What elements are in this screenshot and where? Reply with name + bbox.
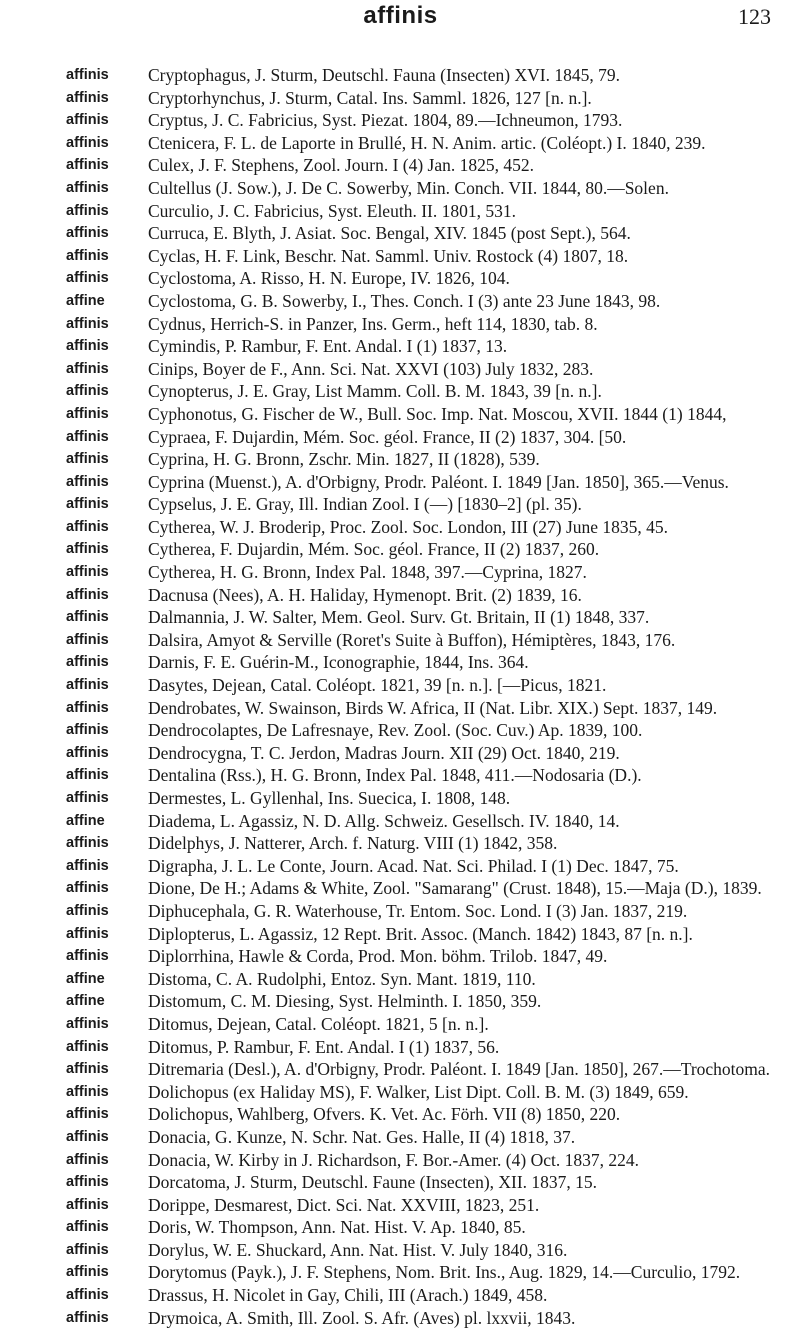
entry-term: affinis	[66, 925, 109, 942]
entry-term: affinis	[66, 1287, 109, 1304]
entry-citation: Cyclostoma, G. B. Sowerby, I., Thes. Conch. I (3) ante 23 June 1843, 98.	[148, 290, 661, 311]
entry-citation: Doris, W. Thompson, Ann. Nat. Hist. V. Ap. 1840, 85.	[148, 1217, 526, 1238]
entry-citation: Cypselus, J. E. Gray, Ill. Indian Zool. I (—) [1830–2] (pl. 35).	[148, 494, 582, 515]
index-entry	[0, 132, 801, 155]
index-entry	[0, 584, 801, 607]
entry-term: affinis	[66, 518, 109, 535]
entry-citation: Donacia, G. Kunze, N. Schr. Nat. Ges. Halle, II (4) 1818, 37.	[148, 1126, 576, 1147]
entry-citation: Dermestes, L. Gyllenhal, Ins. Suecica, I. 1808, 148.	[148, 788, 511, 808]
index-entry	[0, 923, 801, 946]
index-entry	[0, 968, 801, 991]
index-entry	[0, 403, 801, 426]
entry-citation: Ditomus, Dejean, Catal. Coléopt. 1821, 5 [n. n.].	[148, 1013, 489, 1034]
entry-citation: Cyprina, H. G. Bronn, Zschr. Min. 1827, II (1828), 539.	[148, 449, 540, 470]
entry-citation: Digrapha, J. L. Le Conte, Journ. Acad. Nat. Sci. Philad. I (1) Dec. 1847, 75.	[148, 855, 679, 876]
entry-citation: Cyprina (Muenst.), A. d'Orbigny, Prodr. Paléont. I. 1849 [Jan. 1850], 365.—Venus.	[148, 471, 729, 492]
index-entry	[0, 787, 801, 810]
entry-citation: Dolichopus (ex Haliday MS), F. Walker, List Dipt. Coll. B. M. (3) 1849, 659.	[148, 1081, 689, 1102]
entry-citation: Dorylus, W. E. Shuckard, Ann. Nat. Hist. V. July 1840, 316.	[148, 1239, 568, 1260]
entry-term: affinis	[66, 677, 109, 694]
entry-citation: Dalsira, Amyot & Serville (Roret's Suite à Buffon), Hémiptères, 1843, 176.	[148, 629, 676, 650]
entry-term: affinis	[66, 631, 109, 648]
index-entries	[0, 64, 801, 1329]
index-entry	[0, 606, 801, 629]
index-entry	[0, 1307, 801, 1329]
entry-citation: Dacnusa (Nees), A. H. Haliday, Hymenopt. Brit. (2) 1839, 16.	[148, 584, 582, 605]
index-entry	[0, 1126, 801, 1149]
entry-citation: Dorytomus (Payk.), J. F. Stephens, Nom. Brit. Ins., Aug. 1829, 14.—Curculio, 1792.	[148, 1262, 741, 1283]
entry-citation: Cyclas, H. F. Link, Beschr. Nat. Samml. Univ. Rostock (4) 1807, 18.	[148, 245, 629, 266]
entry-term: affinis	[66, 428, 109, 445]
entry-citation: Curculio, J. C. Fabricius, Syst. Eleuth. II. 1801, 531.	[148, 200, 516, 221]
index-entry	[0, 990, 801, 1013]
index-entry	[0, 1149, 801, 1172]
entry-term: affinis	[66, 586, 109, 603]
index-entry	[0, 697, 801, 720]
entry-term: affine	[66, 292, 105, 309]
index-entry	[0, 651, 801, 674]
index-entry	[0, 335, 801, 358]
index-entry	[0, 290, 801, 313]
index-entry	[0, 516, 801, 539]
index-entry	[0, 245, 801, 268]
entry-citation: Cryptus, J. C. Fabricius, Syst. Piezat. 1804, 89.—Ichneumon, 1793.	[148, 110, 623, 131]
entry-citation: Diadema, L. Agassiz, N. D. Allg. Schweiz. Gesellsch. IV. 1840, 14.	[148, 810, 620, 831]
entry-term: affinis	[66, 1264, 109, 1281]
entry-citation: Dione, De H.; Adams & White, Zool. "Samarang" (Crust. 1848), 15.—Maja (D.), 1839.	[148, 878, 762, 899]
entry-citation: Cynopterus, J. E. Gray, List Mamm. Coll. B. M. 1843, 39 [n. n.].	[148, 381, 602, 402]
entry-citation: Drassus, H. Nicolet in Gay, Chili, III (Arach.) 1849, 458.	[148, 1285, 548, 1306]
index-entry	[0, 1013, 801, 1036]
index-entry	[0, 493, 801, 516]
entry-term: affinis	[66, 473, 109, 490]
entry-term: affinis	[66, 179, 109, 196]
entry-term: affinis	[66, 699, 109, 716]
entry-citation: Dendrocygna, T. C. Jerdon, Madras Journ. XII (29) Oct. 1840, 219.	[148, 742, 620, 763]
index-entry	[0, 629, 801, 652]
entry-term: affinis	[66, 1151, 109, 1168]
entry-term: affinis	[66, 315, 109, 332]
index-entry	[0, 742, 801, 765]
entry-term: affine	[66, 993, 105, 1010]
entry-citation: Darnis, F. E. Guérin-M., Iconographie, 1844, Ins. 364.	[148, 652, 529, 673]
entry-citation: Cryptophagus, J. Sturm, Deutschl. Fauna (Insecten) XVI. 1845, 79.	[148, 65, 620, 85]
entry-term: affinis	[66, 157, 109, 174]
index-entry	[0, 177, 801, 200]
entry-citation: Drymoica, A. Smith, Ill. Zool. S. Afr. (Aves) pl. lxxvii, 1843.	[148, 1307, 576, 1328]
entry-citation: Donacia, W. Kirby in J. Richardson, F. Bor.-Amer. (4) Oct. 1837, 224.	[148, 1149, 639, 1170]
entry-term: affinis	[66, 790, 109, 806]
entry-term: affinis	[66, 89, 109, 106]
entry-citation: Cypraea, F. Dujardin, Mém. Soc. géol. France, II (2) 1837, 304. [50.	[148, 426, 627, 447]
index-entry	[0, 1284, 801, 1307]
entry-term: affinis	[66, 1309, 109, 1326]
entry-term: affinis	[66, 383, 109, 400]
entry-term: affinis	[66, 496, 109, 513]
index-entry	[0, 200, 801, 223]
entry-term: affinis	[66, 270, 109, 287]
entry-citation: Dendrobates, W. Swainson, Birds W. Africa, II (Nat. Libr. XIX.) Sept. 1837, 149.	[148, 697, 718, 718]
page-number: 123	[738, 4, 771, 29]
entry-term: affinis	[66, 202, 109, 219]
entry-term: affinis	[66, 1061, 109, 1078]
entry-term: affinis	[66, 1241, 109, 1258]
index-entry	[0, 1103, 801, 1126]
entry-term: affinis	[66, 405, 109, 422]
entry-term: affinis	[66, 360, 109, 377]
entry-term: affine	[66, 812, 105, 829]
index-entry	[0, 1081, 801, 1104]
entry-citation: Dendrocolaptes, De Lafresnaye, Rev. Zool. (Soc. Cuv.) Ap. 1839, 100.	[148, 720, 643, 741]
entry-citation: Curruca, E. Blyth, J. Asiat. Soc. Bengal, XIV. 1845 (post Sept.), 564.	[148, 223, 631, 244]
entry-citation: Ditomus, P. Rambur, F. Ent. Andal. I (1) 1837, 56.	[148, 1036, 500, 1057]
index-entry	[0, 877, 801, 900]
entry-term: affinis	[66, 1106, 109, 1123]
index-entry	[0, 87, 801, 110]
index-entry	[0, 1058, 801, 1081]
index-entry	[0, 358, 801, 381]
index-entry	[0, 900, 801, 923]
entry-citation: Cytherea, W. J. Broderip, Proc. Zool. Soc. London, III (27) June 1835, 45.	[148, 516, 669, 537]
entry-term: affinis	[66, 609, 109, 626]
index-entry	[0, 380, 801, 403]
index-entry	[0, 674, 801, 697]
entry-term: affinis	[66, 1128, 109, 1145]
entry-term: affinis	[66, 1038, 109, 1055]
index-entry	[0, 154, 801, 177]
entry-term: affinis	[66, 835, 109, 852]
entry-citation: Cytherea, F. Dujardin, Mém. Soc. géol. France, II (2) 1837, 260.	[148, 539, 600, 560]
entry-term: affinis	[66, 1015, 109, 1032]
entry-citation: Cyphonotus, G. Fischer de W., Bull. Soc. Imp. Nat. Moscou, XVII. 1844 (1) 1844,	[148, 403, 727, 424]
entry-citation: Ctenicera, F. L. de Laporte in Brullé, H. N. Anim. artic. (Coléopt.) I. 1840, 239.	[148, 132, 706, 153]
entry-citation: Cinips, Boyer de F., Ann. Sci. Nat. XXVI (103) July 1832, 283.	[148, 358, 594, 379]
index-entry	[0, 64, 801, 87]
index-entry	[0, 1194, 801, 1217]
entry-citation: Dasytes, Dejean, Catal. Coléopt. 1821, 39 [n. n.]. [—Picus, 1821.	[148, 675, 607, 696]
entry-term: affinis	[66, 654, 109, 671]
entry-term: affinis	[66, 1174, 109, 1191]
index-entry	[0, 719, 801, 742]
entry-term: affinis	[66, 451, 109, 468]
index-entry	[0, 945, 801, 968]
entry-term: affinis	[66, 767, 109, 784]
entry-citation: Didelphys, J. Natterer, Arch. f. Naturg. VIII (1) 1842, 358.	[148, 833, 558, 854]
entry-term: affinis	[66, 744, 109, 761]
entry-citation: Cytherea, H. G. Bronn, Index Pal. 1848, 397.—Cyprina, 1827.	[148, 562, 587, 583]
index-entry	[0, 855, 801, 878]
entry-citation: Diplopterus, L. Agassiz, 12 Rept. Brit. Assoc. (Manch. 1842) 1843, 87 [n. n.].	[148, 923, 693, 944]
entry-term: affinis	[66, 1083, 109, 1100]
entry-term: affinis	[66, 880, 109, 897]
page-title: affinis	[363, 2, 438, 29]
index-entry	[0, 471, 801, 494]
entry-citation: Distoma, C. A. Rudolphi, Entoz. Syn. Mant. 1819, 110.	[148, 968, 536, 989]
index-entry	[0, 267, 801, 290]
entry-citation: Dorcatoma, J. Sturm, Deutschl. Faune (Insecten), XII. 1837, 15.	[148, 1172, 598, 1193]
entry-citation: Cydnus, Herrich-S. in Panzer, Ins. Germ., heft 114, 1830, tab. 8.	[148, 313, 598, 334]
entry-term: affine	[66, 970, 105, 987]
entry-term: affinis	[66, 948, 109, 965]
entry-citation: Diphucephala, G. R. Waterhouse, Tr. Entom. Soc. Lond. I (3) Jan. 1837, 219.	[148, 900, 688, 921]
entry-citation: Distomum, C. M. Diesing, Syst. Helminth. I. 1850, 359.	[148, 991, 542, 1012]
entry-citation: Dorippe, Desmarest, Dict. Sci. Nat. XXVIII, 1823, 251.	[148, 1194, 540, 1215]
index-entry	[0, 561, 801, 584]
entry-term: affinis	[66, 1196, 109, 1213]
entry-citation: Ditremaria (Desl.), A. d'Orbigny, Prodr. Paléont. I. 1849 [Jan. 1850], 267.—Trochotoma.	[148, 1059, 771, 1080]
entry-term: affinis	[66, 225, 109, 242]
index-entry	[0, 1216, 801, 1239]
entry-term: affinis	[66, 134, 109, 151]
index-entry	[0, 426, 801, 449]
entry-term: affinis	[66, 722, 109, 739]
index-entry	[0, 1261, 801, 1284]
entry-term: affinis	[66, 541, 109, 558]
entry-citation: Dolichopus, Wahlberg, Ofvers. K. Vet. Ac. Förh. VII (8) 1850, 220.	[148, 1104, 621, 1125]
entry-term: affinis	[66, 1219, 109, 1236]
entry-citation: Culex, J. F. Stephens, Zool. Journ. I (4) Jan. 1825, 452.	[148, 155, 535, 176]
entry-term: affinis	[66, 564, 109, 581]
entry-term: affinis	[66, 857, 109, 874]
index-entry	[0, 832, 801, 855]
entry-citation: Diplorrhina, Hawle & Corda, Prod. Mon. böhm. Trilob. 1847, 49.	[148, 946, 608, 967]
running-head	[0, 2, 801, 38]
index-entry	[0, 222, 801, 245]
entry-citation: Cymindis, P. Rambur, F. Ent. Andal. I (1) 1837, 13.	[148, 336, 508, 357]
index-entry	[0, 1171, 801, 1194]
index-entry	[0, 313, 801, 336]
entry-citation: Cyclostoma, A. Risso, H. N. Europe, IV. 1826, 104.	[148, 268, 510, 289]
entry-term: affinis	[66, 112, 109, 129]
entry-citation: Cryptorhynchus, J. Sturm, Catal. Ins. Samml. 1826, 127 [n. n.].	[148, 87, 592, 108]
entry-term: affinis	[66, 247, 109, 264]
entry-term: affinis	[66, 338, 109, 355]
entry-citation: Dalmannia, J. W. Salter, Mem. Geol. Surv. Gt. Britain, II (1) 1848, 337.	[148, 607, 650, 628]
index-entry	[0, 538, 801, 561]
entry-term: affinis	[66, 67, 109, 83]
index-entry	[0, 109, 801, 132]
index-entry	[0, 1036, 801, 1059]
entry-term: affinis	[66, 902, 109, 919]
index-entry	[0, 764, 801, 787]
entry-citation: Dentalina (Rss.), H. G. Bronn, Index Pal. 1848, 411.—Nodosaria (D.).	[148, 765, 642, 786]
index-entry	[0, 810, 801, 833]
entry-citation: Cultellus (J. Sow.), J. De C. Sowerby, Min. Conch. VII. 1844, 80.—Solen.	[148, 177, 669, 198]
index-entry	[0, 1239, 801, 1262]
index-entry	[0, 448, 801, 471]
